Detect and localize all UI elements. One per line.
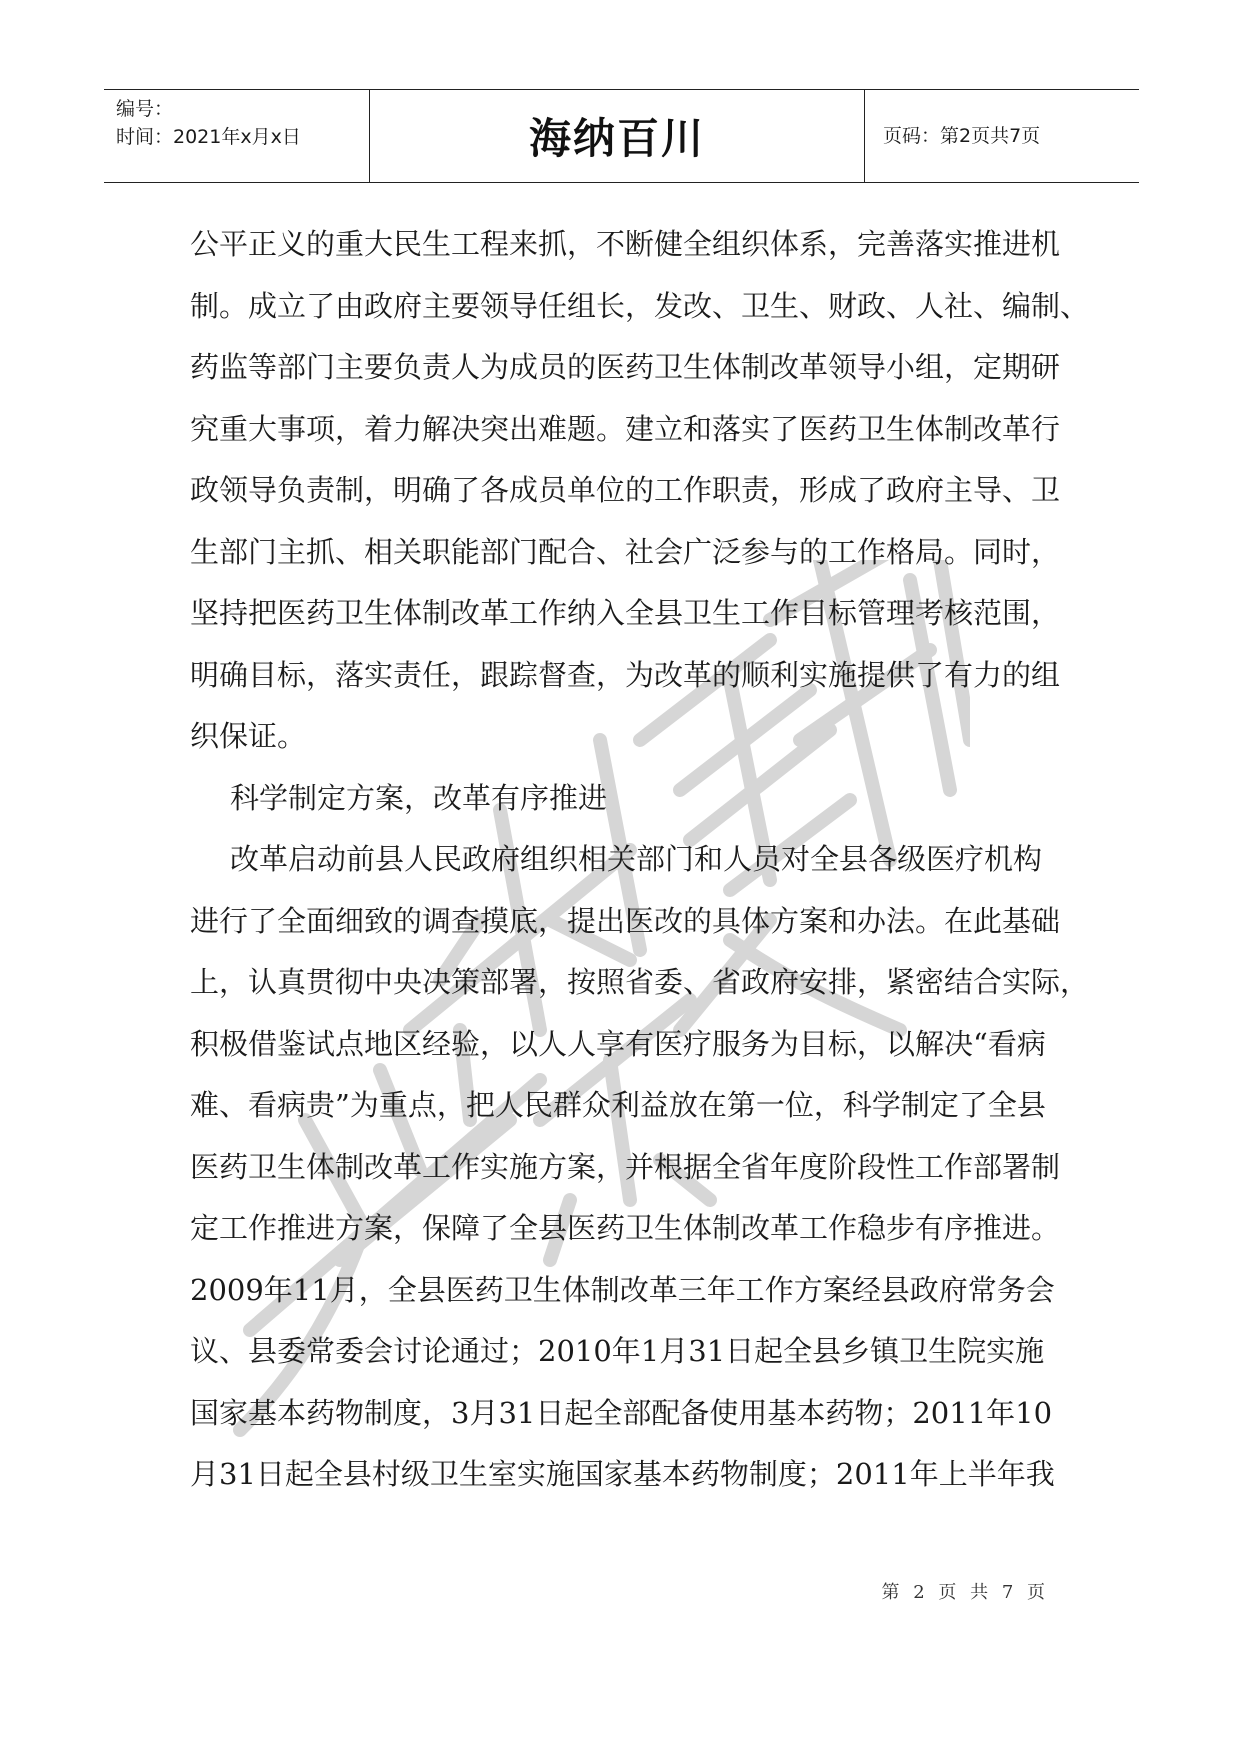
body-line: 生部门主抓、相关职能部门配合、社会广泛参与的工作格局。同时， — [190, 534, 1061, 569]
section-heading: 科学制定方案，改革有序推进 — [230, 780, 608, 815]
body-line: 难、看病贵”为重点，把人民群众利益放在第一位，科学制定了全县 — [190, 1088, 1046, 1122]
body-line: 药监等部门主要负责人为成员的医药卫生体制改革领导小组，定期研 — [190, 350, 1061, 384]
page-footer: 第 2 页 共 7 页 — [881, 1582, 1049, 1603]
serial-label: 编号： — [116, 98, 174, 120]
body-line: 2009年11月，全县医药卫生体制改革三年工作方案经县政府常务会 — [190, 1272, 1055, 1307]
body-line: 政领导负责制，明确了各成员单位的工作职责，形成了政府主导、卫 — [190, 473, 1061, 507]
body-line: 究重大事项，着力解决突出难题。建立和落实了医药卫生体制改革行 — [190, 411, 1061, 446]
body-line: 上，认真贯彻中央决策部署，按照省委、省政府安排，紧密结合实际， — [190, 965, 1090, 999]
header-title-cell — [369, 90, 865, 182]
date-line: 时间：2021年x月x日 — [116, 126, 301, 148]
document-title: 海纳百川 — [528, 114, 705, 163]
body-line: 织保证。 — [190, 719, 307, 753]
body-text — [190, 214, 1090, 1506]
body-line: 议、县委常委会讨论通过；2010年1月31日起全县乡镇卫生院实施 — [190, 1334, 1045, 1368]
body-line: 进行了全面细致的调查摸底，提出医改的具体方案和办法。在此基础 — [190, 903, 1061, 938]
page-info: 页码：第2页共7页 — [883, 125, 1041, 147]
body-line: 坚持把医药卫生体制改革工作纳入全县卫生工作目标管理考核范围， — [190, 596, 1061, 630]
body-line: 医药卫生体制改革工作实施方案，并根据全省年度阶段性工作部署制 — [190, 1149, 1061, 1184]
body-line: 改革启动前县人民政府组织相关部门和人员对全县各级医疗机构 — [230, 842, 1043, 876]
header-meta-cell — [104, 90, 369, 182]
body-line: 明确目标，落实责任，跟踪督查，为改革的顺利实施提供了有力的组 — [190, 657, 1061, 692]
body-line: 制。成立了由政府主要领导任组长，发改、卫生、财政、人社、编制、 — [190, 288, 1090, 323]
header-page-cell — [865, 90, 1139, 182]
body-line: 公平正义的重大民生工程来抓，不断健全组织体系，完善落实推进机 — [190, 227, 1061, 261]
body-line: 定工作推进方案，保障了全县医药卫生体制改革工作稳步有序推进。 — [190, 1211, 1061, 1245]
document-header — [104, 89, 1139, 183]
body-line: 月31日起全县村级卫生室实施国家基本药物制度；2011年上半年我 — [190, 1457, 1055, 1491]
body-line: 积极借鉴试点地区经验，以人人享有医疗服务为目标，以解决“看病 — [190, 1026, 1046, 1061]
body-line: 国家基本药物制度，3月31日起全部配备使用基本药物；2011年10 — [190, 1395, 1053, 1430]
